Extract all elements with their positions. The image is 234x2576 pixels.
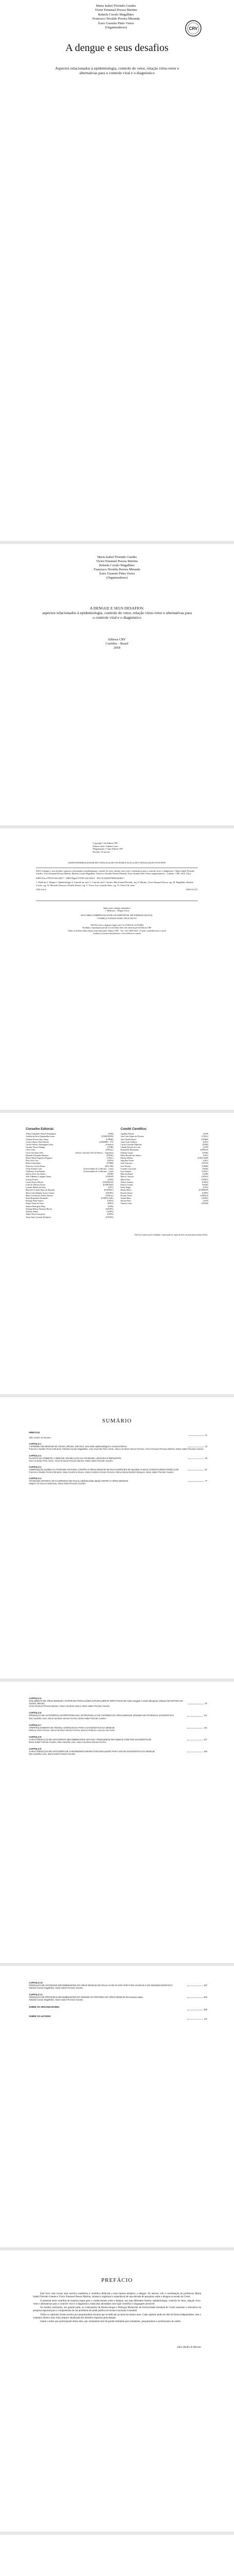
member-institution: (UFES) — [107, 1200, 113, 1202]
index-line: 1. Medicina – Dengue 614.4 — [105, 909, 129, 912]
rights-line: Proibida a reprodução parcial ou total desta obra sem autorização da Editora CRV — [82, 926, 152, 929]
title-page — [15, 544, 219, 825]
board-page — [15, 1113, 219, 1394]
cover-page — [15, 0, 219, 541]
toc-entry-label: SOBRE OS ORGANIZADORES — [29, 2005, 60, 2008]
member-institution: (UERJ) — [202, 1184, 208, 1187]
member-institution: (Univer. Nacional Três de Febrero – Argentina) — [75, 1151, 113, 1154]
copyright-line: Copyright © da Editora CRV — [93, 842, 118, 844]
toc-entry — [29, 1981, 207, 1989]
catalog-subjects: 1. Medicina 2. Dengue 3. Epidemiologia 4. Controle do vetor 5. Controle viral I. Guedes, Maria Isabel Florindo. org. II. Martins, Victor Emanuel Pessoa. org. III. Magalhães, Rafaela Cavalo. org. IV. Miranda, Francisco Nivaldo Pereira. org. V. Vieira, Ícaro Gusmão Pinto. org. VI. Título VII. Série. — [36, 881, 193, 887]
catalog-index — [36, 907, 198, 920]
credit-line: Diagramação e Capa: Editora CRV — [93, 848, 123, 850]
toc-entry-line — [29, 2018, 207, 2020]
member-institution: (UFRJ) — [202, 1151, 208, 1154]
toc-entry — [29, 2006, 207, 2011]
member-name: Paulo Sérgio — [121, 1187, 131, 1189]
toc-entry-label: PREFÁCIO — [29, 1431, 40, 1434]
member-institution: (UFF) — [203, 1200, 208, 1202]
toc-entry — [29, 1466, 207, 1473]
member-institution: (UFCE) — [202, 1162, 208, 1165]
member-institution: (UFU) — [203, 1154, 208, 1157]
member-institution: (Universidade de La Havana – Cuba) — [83, 1171, 113, 1173]
member-name: Ana Cláudia Nunes — [121, 1138, 137, 1141]
member-institution: (UFU) — [203, 1141, 208, 1143]
member-name: Marcos Vinícius — [121, 1176, 134, 1178]
member-institution: (UFPR) — [202, 1165, 208, 1167]
member-institution: (UNOESC) — [104, 1189, 113, 1192]
toc-page-number: 57 — [205, 1468, 207, 1471]
member-name: Maria de Lourdes Pinto de Almeida — [26, 1189, 55, 1192]
publisher-logo — [185, 20, 202, 37]
author-line: Victor Emanuel Pessoa Martins — [94, 8, 138, 12]
member-name: Cesar Gerónimo Tello — [26, 1151, 44, 1154]
book-title: A dengue e seus desafios — [65, 42, 169, 54]
toc-entry-title: PRODUÇÃO DE ANTÍGENOS RECOMBINANTES DO VÍRUS DENGUE EM CÉLULAS DE PLANTA PARA FINS VACINAIS E DE IMUNODIAGNÓSTICO — [29, 1984, 173, 1987]
member-institution: (UFAL) — [107, 1157, 113, 1160]
member-institution: (UFPI) — [107, 1178, 113, 1181]
board-member-row — [26, 1216, 113, 1219]
toc-entry-label: CAPÍTULO 4 — [29, 1477, 42, 1480]
catalog-isbn: ISBN Físico 978-85-444-2463-7 · ISBN Digital 978-85-444-2462-0 · DOI 10.24824/978854442463.7 — [36, 876, 125, 879]
member-name: Rodrigo Pratte-Santos — [26, 1200, 44, 1202]
toc-entry-label: CAPÍTULO 5 — [29, 1697, 42, 1700]
toc-leader — [187, 1716, 203, 1717]
member-institution: (UFPA) — [107, 1213, 113, 1216]
member-institution: (UEPG) — [202, 1197, 208, 1200]
member-name: Eduardo Fernandes Barbosa — [26, 1154, 48, 1157]
member-name: Renata Meira — [121, 1189, 132, 1192]
toc-page-number: 33 — [205, 1456, 207, 1460]
member-institution: (UNESP) — [106, 1176, 113, 1178]
toc-page-number: 209 — [204, 2008, 207, 2011]
toc-page-number: 77 — [205, 1480, 207, 1483]
toc-entry-authors: Ítalo Gadelha Lima, Maria Isabel Florindo Guedes — [29, 1753, 76, 1756]
member-institution: (USP) — [203, 1146, 208, 1149]
toc-list — [29, 1981, 207, 2024]
toc-page-continued — [15, 1966, 219, 2247]
toc-leader — [188, 1481, 204, 1482]
preface-heading: PREFÁCIO — [101, 2277, 133, 2283]
member-institution: (UNIFAL-MG) — [101, 1197, 113, 1200]
address-line: Todos os direitos desta edição reservados pela: Editora CRV · Tel.: (41) 3039-6418 · E-mail: sac@editoracrv.com.br — [68, 929, 166, 932]
title-page-title: A DENGUE E SEUS DESAFIOS: — [90, 606, 144, 611]
credit-line: Revisão: Os autores — [93, 850, 110, 853]
member-name: Simone Rodrigues Pinto — [26, 1205, 46, 1208]
member-institution: (UFRJ) — [202, 1167, 208, 1170]
member-name: Patrícia Gomes — [121, 1184, 133, 1187]
preface-page — [15, 2250, 219, 2532]
toc-leader — [189, 1435, 204, 1436]
toc-entry-label: CAPÍTULO 3 — [29, 1465, 42, 1468]
toc-entry-label: CAPÍTULO 7 — [29, 1723, 42, 1726]
member-name: Solange Helena Ximenes-Rocha — [26, 1208, 52, 1210]
toc-page-number: 147 — [204, 1738, 207, 1741]
toc-entry — [29, 1724, 207, 1732]
member-name: Maria Elisa — [121, 1178, 130, 1181]
member-name: Heloisa Helena — [121, 1157, 133, 1160]
publisher-name: Editora CRV — [108, 638, 126, 641]
member-institution: (UFRGS) — [200, 1194, 208, 1197]
member-name: Carlos Alberto Vilar Estêvão — [26, 1141, 49, 1143]
member-institution: (UNB) — [108, 1205, 113, 1208]
member-name: Claudia Rosane de Lima — [121, 1146, 141, 1149]
toc-list — [29, 1431, 207, 1488]
imprint — [67, 638, 167, 651]
toc-entry-label: SOBRE OS AUTORES — [29, 2014, 51, 2018]
toc-entry-title: ISOLAMENTO DE VÍRUS DENGUE A PARTIR DE POPULAÇÕES NATURALMENTE INFECTADAS DE Aedes aegypti e Aedes albopictus (Skuse) NO ESTADO DO CEARÁ, BRASIL — [29, 1700, 183, 1705]
toc-entry — [29, 2015, 207, 2020]
member-name: Sandra Mara — [121, 1197, 131, 1200]
editorial-heading: Conselho Editorial: — [26, 1128, 55, 1131]
board-columns — [26, 1128, 208, 1219]
toc-page-continued — [15, 1682, 219, 1963]
toc-entry-title: CARACTERIZAÇÃO DE ANTICORPOS RECOMBINANTES ANTI-NS1: PRODUZIDOS EM ANIMAIS COM FINS DIAGNÓSTICOS — [29, 1738, 152, 1741]
page-separator — [0, 2532, 234, 2535]
member-institution: (UFRJ) — [202, 1144, 208, 1146]
toc-entry — [29, 1711, 207, 1719]
credit-line: Editora-chefe: Andreia Lenzi — [93, 844, 118, 848]
member-name: Lourdes Helena da Silva — [26, 1187, 46, 1189]
preface-paragraph: Saúdo a todos que participaram desta obra, que certamente será de grande utilidade para estudantes, pesquisadores e profissionais de saúde. — [40, 2320, 181, 2324]
scientific-committee — [121, 1128, 208, 1219]
member-institution: (UFBA) — [202, 1176, 208, 1178]
toc-entry — [29, 1993, 207, 2001]
preface-body — [33, 2293, 201, 2325]
member-institution: (UNIR/UFRN) — [101, 1136, 113, 1138]
member-institution: (UFSC) — [202, 1171, 208, 1173]
preface-paragraph: O presente texto contribui de maneira ímpar para o conhecimento sobre a dengue, nas suas diferentes facetas: epidemiologia, controle do vetor, relação vírus-vetor e alternativas para o controle viral e o diagnóstico, todas elas abordadas com rigor científico e linguagem acessível. — [33, 2299, 201, 2306]
member-name: Leonel Severo Rocha — [26, 1181, 43, 1183]
member-name: Leandro Conceição — [121, 1167, 137, 1170]
cdd-code: CDD 614.571 — [186, 888, 198, 891]
toc-entry-title: PLANTAS NO COMBATE À DENGUE: EM RELAÇÃO NA ATIVIDADE LARVICIDA E REPELENTE — [29, 1456, 121, 1460]
member-name: Tania Suely Azevedo Brasileiro — [26, 1216, 52, 1218]
site-line: Conheça os nossos lançamentos: www.editoracrv.com.br — [93, 932, 141, 935]
member-name: Gloria Fariñas León — [26, 1167, 42, 1170]
member-institution: (UNIR) — [107, 1146, 113, 1149]
member-institution: (UFSCar) — [105, 1149, 113, 1151]
toc-entry-label: CAPÍTULO 8 — [29, 1735, 42, 1738]
toc-page-number: 117 — [204, 1714, 207, 1717]
toc-entry-authors: Ícaro Gusmão Pinto Vieira, Victor Emanuel Pessoa Martins, Maria Isabel Florindo Guedes — [29, 1459, 113, 1462]
member-name: Andréia da Silva Quintanilha Sousa — [26, 1136, 55, 1138]
member-institution: (UFRGS) — [200, 1149, 208, 1151]
member-name: Maria Lília Imbiriba Sousa Colares — [26, 1192, 55, 1194]
member-institution: (PUC-PR) — [105, 1165, 113, 1167]
member-name: Carlos Leonardo Bahiense — [121, 1144, 142, 1146]
publication-year: 2018 — [113, 646, 121, 650]
author-line: Victor Emanuel Pessoa Martins — [96, 560, 138, 563]
member-institution: (UFMT) — [201, 1178, 208, 1181]
member-name: Elione Maria Nogueira Diogenes — [26, 1157, 53, 1160]
member-name: Paulo Romualdo Hernandes — [26, 1197, 48, 1200]
toc-entry-label: CAPÍTULO 11 — [29, 1993, 43, 1996]
toc-leader — [187, 1997, 203, 1998]
member-name: Vanessa Lima — [121, 1202, 132, 1205]
title-page-authors — [52, 555, 182, 580]
member-name: Ricardo Barros — [121, 1192, 133, 1194]
preface-paragraph: Os estudos realizados, em grande parte, no Laboratório de Biotecnologia e Biologia Molecular da Universidade Estadual do Ceará mostram a relevância da pesquisa regional para a compreensão de um problema de saúde pública de alcance nacional e mundial. — [33, 2307, 201, 2313]
toc-entry-title: PRODUÇÃO DE ANTICORPOS ANTIPROTEÍNA NS1: ESTRUTURAL E DE CAPSÍDEO DO VÍRUS DENGUE ORIUNDA DE POTENCIAL DIAGNÓSTICO — [29, 1714, 174, 1717]
credits-page — [15, 828, 219, 1110]
member-institution: (UFV) — [108, 1187, 113, 1189]
member-name: Fabiana Gregol — [121, 1151, 133, 1154]
member-institution: (UNIEURO) — [103, 1184, 113, 1187]
author-line: (Organizadores) — [106, 576, 128, 580]
toc-leader — [187, 2019, 203, 2020]
title-page-heading — [41, 606, 193, 620]
cover-authors — [67, 4, 165, 30]
toc-entry-authors: Erlanne Alves Pereira, Alana Carolinne Moura Ferreira, Marcos Roberto Lourenço da Costa — [29, 1728, 114, 1732]
editorial-board — [26, 1128, 113, 1219]
member-name: Nelson Antônio — [121, 1181, 133, 1183]
member-institution: (UNISINOS) — [103, 1181, 113, 1183]
member-institution: (UFOPA) — [106, 1208, 113, 1210]
catalog-entry: D412 A dengue e seus desafios: aspectos relacionados à epidemiologia, controle do vetor, relação vírus-vetor e alternativas para o controle viral e o diagnóstico / Maria Isabel Florindo Guedes, Victor Emanuel Pessoa Martins, Rafaela Cavalo Magalhães, Francisco Nivaldo Pereira Miranda, Ícaro Gusmão Pinto Vieira (organizadores) – Curitiba : CRV, 2018. 222 p. — [36, 870, 194, 875]
member-name: Ana Carla Nunes de Oliveira — [121, 1136, 144, 1138]
member-institution: (UFRJ) — [107, 1173, 113, 1176]
toc-list — [29, 1697, 207, 1760]
member-institution: (UFRRJ) — [106, 1138, 113, 1141]
cdu-code: CDU 614.4 — [36, 888, 46, 891]
member-institution: (UEL) — [203, 1160, 208, 1162]
member-name: Fábio Ricardo dos Santos — [121, 1154, 141, 1157]
member-name: Anna Carla Valdívia — [121, 1141, 137, 1143]
member-name: Carlos Federico Dominguez Avila — [26, 1144, 53, 1146]
member-name: Jaqueline Feiten — [121, 1160, 134, 1162]
toc-page-number: 163 — [204, 1750, 207, 1753]
toc-entry-title: APERFEIÇOAMENTO DE TÉCNICA SOROLÓGICA PARA O DIAGNÓSTICO DA DENGUE — [29, 1726, 115, 1729]
toc-entry-title: CARACTERIZAÇÃO DE ANTICORPO DE CAMUNDONGO IMUNO FUNCIONALIZADO PARA USO NO DIAGNÓSTICO DA DENGUE — [29, 1750, 155, 1753]
member-name: Silvana Pires — [121, 1200, 131, 1202]
member-institution: (USP) — [203, 1133, 208, 1136]
author-line: Ícaro Gusmão Pinto Vieira — [99, 572, 135, 575]
member-institution: (UNB) — [203, 1173, 208, 1176]
toc-entry-authors: Maria Isabel Florindo Guedes, Ítalo Gadelha Lima, Alana Carolinne Moura Ferreira — [29, 1741, 106, 1744]
toc-entry-title: ATIVIDADE ANTIVIRAL DE FLUOROMAS DE Psoroa rubribranchiata (Mull) CONTRA O VÍRUS DENGUE — [29, 1480, 128, 1483]
catalog-record — [36, 870, 198, 891]
author-line: Francisco Nivaldo Pereira Miranda — [94, 568, 140, 571]
member-name: Sérgio Nunes de Jesus — [26, 1202, 44, 1205]
member-institution: (UFPE) — [202, 1192, 208, 1194]
digital-notice: ESTA OBRA TAMBÉM ENCONTRA-SE DISPONÍVEL EM FORMATO DIGITAL. — [80, 914, 154, 917]
member-name: Emanuelle Mossmann — [121, 1149, 139, 1151]
app-notice: CONHEÇA E BAIXE NOSSO APLICATIVO! — [97, 917, 137, 920]
title-page-subtitle: aspectos relacionados à epidemiologia, controle do vetor, relação vírus-vetor e alternativas para o controle viral e o diagnóstico — [42, 611, 192, 620]
copyright-block — [93, 842, 175, 853]
member-name: João Adalberto Campato Junior — [26, 1176, 52, 1178]
member-institution: (UNIFESP) — [198, 1189, 208, 1192]
author-line: Rafaela Cavalo Magalhães — [98, 12, 134, 16]
toc-page-number: 211 — [204, 2017, 207, 2020]
member-institution: (UFAL) — [202, 1136, 208, 1138]
toc-heading: SUMÁRIO — [102, 1418, 132, 1424]
toc-entry-line — [29, 1714, 207, 1717]
legal-notice — [46, 924, 188, 935]
toc-entry-label: CAPÍTULO 1 — [29, 1443, 42, 1446]
toc-entry-authors: Júlio Onofre de Moraes — [29, 1436, 51, 1439]
member-name: Marcela Duarte — [121, 1173, 133, 1176]
member-name: Luiz Antônio — [121, 1171, 131, 1173]
member-name: João Francisco — [121, 1162, 133, 1165]
member-institution: (UNEB) — [106, 1162, 113, 1165]
classification-row — [36, 888, 198, 891]
logo-text: CRV — [189, 26, 198, 31]
toc-entry — [29, 1748, 207, 1755]
toc-page-number: 187 — [204, 1984, 207, 1987]
toc-page-number: 203 — [204, 1996, 207, 1999]
toc-entry-authors: Wagner de Souza Cavalcante, Maria Isabel Florindo Guedes — [29, 1482, 86, 1485]
toc-page-number: 11 — [205, 1434, 207, 1437]
toc-entry-authors: Francisco Nivaldo Pereira Miranda, Rafaela Cavalo Magalhães, Ícaro Gusmão Pinto Vieira, Alana Carolinne Moura Ferreira, Victor Emanuel Pessoa Martins, Maria Isabel Florindo Guedes — [29, 1448, 204, 1451]
member-institution: (UFG) — [203, 1187, 208, 1189]
member-institution: (UFOPA) — [106, 1216, 113, 1218]
member-name: Aldira Guimarães Duarte Domínguez — [26, 1133, 56, 1136]
member-institution: (UFOPA) — [106, 1192, 113, 1194]
member-institution: (Universidade de La Havana – Cuba) — [83, 1167, 113, 1170]
author-line: Francisco Nivaldo Pereira Miranda — [92, 17, 140, 21]
deposit-line: 2018 Foi feito o depósito legal conf. Lei 10.994 de 14/12/2004 — [90, 924, 144, 926]
index-heading: Índice para catálogo sistemático — [103, 907, 131, 909]
toc-entry-label: CAPÍTULO 2 — [29, 1454, 42, 1457]
member-institution: (UFSM) — [201, 1202, 208, 1205]
author-line: Rafaela Cavalo Magalhães — [99, 564, 135, 567]
toc-entry — [29, 1736, 207, 1743]
publisher-city: Curitiba – Brasil — [106, 642, 128, 646]
member-institution: (UEPG) — [107, 1211, 113, 1213]
toc-entry-title: COMPOSIÇÃO QUÍMICA E ATIVIDADE ANTIVIRAL CONTRA O VÍRUS DENGUE DE DUAS ESPÉCIES DE Spondias E SEUS CONSTITUINTES FENÓLICOS — [29, 1468, 179, 1471]
member-name: Tadeu Oliver Gonçalves — [26, 1213, 45, 1216]
toc-entry — [29, 1454, 207, 1462]
scientific-heading: Comitê Científico: — [121, 1128, 147, 1131]
member-name: Guillermo Arias Beatón — [26, 1171, 45, 1173]
member-name: Josania Portela — [26, 1178, 38, 1181]
toc-entry-authors: Victor Emanuel Pessoa Martins, Alana Carolinne Moura, Maria Isabel Florindo Guedes — [29, 1705, 110, 1708]
member-institution: (UNB) — [108, 1133, 113, 1136]
author-line: Maria Isabel Florindo Guedes — [97, 555, 137, 559]
toc-page-number: 13 — [205, 1445, 207, 1448]
toc-entry-label: CAPÍTULO 6 — [29, 1711, 42, 1715]
member-institution: (UFSCar) — [105, 1194, 113, 1197]
member-institution: (IFRO) — [107, 1202, 113, 1205]
member-name: Elizeu Clementino — [26, 1162, 41, 1165]
toc-entry-authors: Ítalo Gadelha Lima, Alana Carolinne Moura Ferreira, Maria Isabel Florindo Guedes — [29, 1717, 106, 1720]
member-name: Celso Conti — [26, 1149, 36, 1151]
toc-entry — [29, 1697, 207, 1707]
member-name: Maria Cristina dos Santos Bezerra — [26, 1194, 54, 1197]
toc-page-number: 131 — [204, 1726, 207, 1729]
member-name: Élsio José Corá — [26, 1160, 39, 1162]
member-institution: (Unieuro) — [105, 1144, 113, 1146]
toc-entry — [29, 1431, 207, 1439]
board-member-row — [121, 1202, 208, 1205]
book-subtitle: Aspectos relacionados à epidemiologia, controle do vetor, relação vírus-vetor e alternativas para o controle viral e o diagnóstico — [55, 66, 179, 76]
preface-signature: Júlio Onofre de Moraes — [177, 2346, 201, 2349]
author-line: (Organizadores) — [105, 26, 127, 30]
toc-entry-label: CAPÍTULO 9 — [29, 1748, 42, 1751]
member-name: Carmen Tereza Velanga — [26, 1146, 45, 1149]
author-line: Maria Isabel Florindo Guedes — [96, 4, 136, 8]
member-institution: (UFFS) — [107, 1160, 113, 1162]
toc-entry-line — [29, 1457, 207, 1460]
member-name: Jailson Alves dos Santos — [26, 1173, 46, 1176]
toc-entry-title: PRODUÇÃO DE PROTEÍNAS RECOMBINANTES DO GENOMA DA PROTEÍNA DO VÍRUS DENGUE EM Lactuca sativa — [29, 1996, 143, 1999]
ficha-heading: DADOS INTERNACIONAIS DE CATALOGAÇÃO-NA-PUBLICAÇÃO (CIP) CATALOGAÇÃO NA FONTE — [68, 861, 166, 864]
toc-entry-authors: Francisco Nivaldo Pereira Miranda, Alana Carolinne Moura, Alana Carolinne Moura Ferreira, Márcia Maria Mendes Marques, Maria Isabel Florindo Guedes — [29, 1471, 174, 1474]
toc-entry-title: A EPIDEMIA DE DENGUE NO CEARÁ, BRASIL, EM 2012: uma visão epidemiológica e socioeconômica — [29, 1445, 127, 1448]
member-name: Lídia de Oliveira Xavier — [26, 1184, 46, 1187]
toc-entry-authors: Rafaela Cavalo Magalhães, Maria Isabel Florindo Guedes — [29, 1987, 83, 1990]
toc-entry — [29, 1477, 207, 1485]
member-institution: (UMINHO – PT) — [99, 1141, 113, 1143]
preface-paragraph: Todos os capítulos foram escritos por pesquisadores da área que se dedicam ao tema há muitos anos. Cada capítulo pode ser lido de forma independente, mas o conjunto oferece uma visão ampla e atualizada dos desafios impostos pela dengue. — [33, 2313, 201, 2320]
member-name: José Alfredo — [121, 1165, 131, 1167]
toc-page-number: 97 — [205, 1702, 207, 1705]
member-name: Sydione Santos — [26, 1211, 39, 1213]
member-institution: (UFPA) — [202, 1181, 208, 1183]
member-name: Agnaldo Moraes — [121, 1133, 135, 1136]
review-note: Este livro passou por avaliação e aprovação às cegas de dois ou mais pareceristas ad hoc. — [135, 1233, 208, 1236]
member-name: Francisco Carlos Duarte — [26, 1165, 45, 1167]
toc-page — [15, 1397, 219, 1679]
member-institution: (UEMS) — [201, 1138, 208, 1141]
member-institution: (UFMG) — [106, 1154, 113, 1157]
toc-entry-authors: Rafaela Cavalo Magalhães, Maria Isabel Florindo Guedes — [29, 1998, 83, 2002]
member-name: Rosane Vieira — [121, 1194, 132, 1197]
author-line: Ícaro Gusmão Pinto Vieira — [98, 21, 134, 25]
preface-paragraph: Este livro vem coroar uma carreira acadêmica e científica dedicada a uma mesma temática: a dengue. Os autores, sob a coordenação da professora Maria Isabel Florindo Guedes e Victor Emanuel Pessoa Martins, relatam e registram a experiência de uma década de pesquisas sobre a dengue no estado do Ceará. — [33, 2293, 201, 2299]
member-institution: (UNICAMP) — [197, 1157, 208, 1160]
member-name: Antônio Pereira Gaio Júnior — [26, 1138, 48, 1141]
toc-entry — [29, 1443, 207, 1450]
toc-entry-label: CAPÍTULO 10 — [29, 1981, 43, 1984]
